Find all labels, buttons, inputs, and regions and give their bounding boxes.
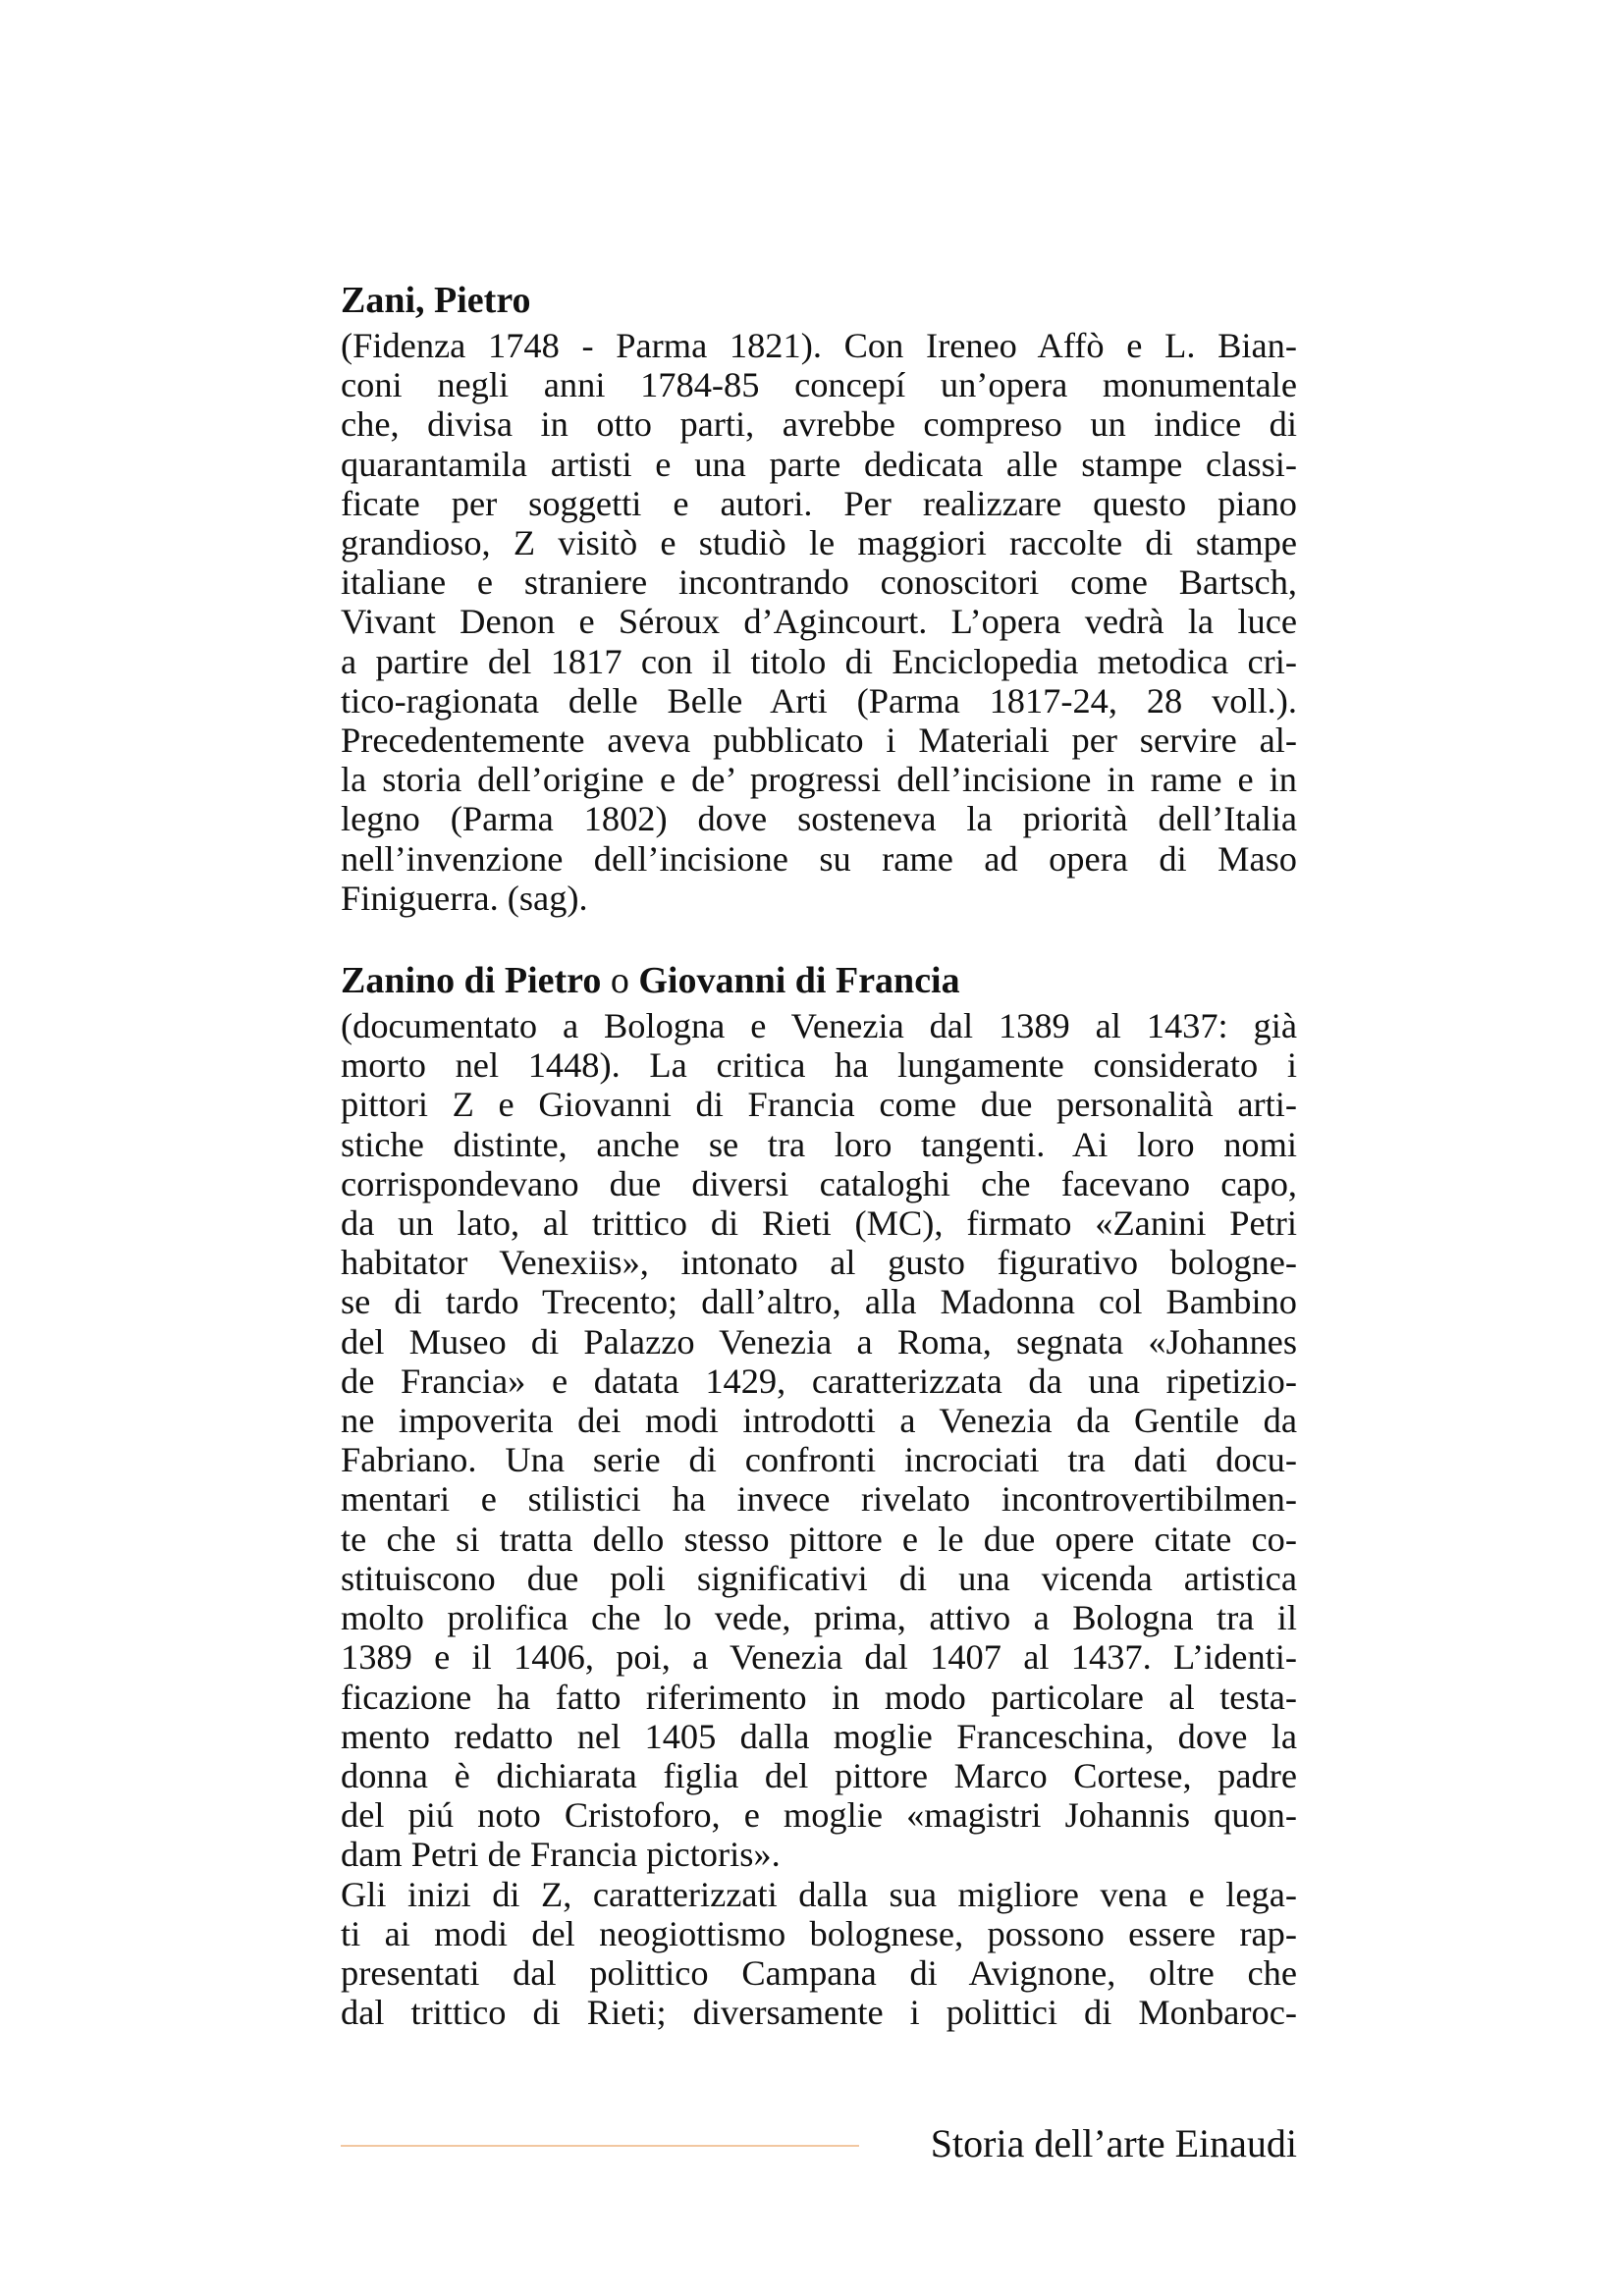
entry-body <box>341 1006 1297 2032</box>
footer-rule <box>341 2145 859 2147</box>
text-line: dal trittico di Rieti; diversamente i polittici di Monbaroc- <box>341 1993 1297 2033</box>
entry-spacer <box>341 918 1297 955</box>
text-line: se di tardo Trecento; dall’altro, alla Madonna col Bambino <box>341 1282 1297 1322</box>
text-line: da un lato, al trittico di Rieti (MC), firmato «Zanini Petri <box>341 1203 1297 1244</box>
footer-title: Storia dell’arte Einaudi <box>930 2121 1297 2165</box>
text-line: ne impoverita dei modi introdotti a Venezia da Gentile da <box>341 1401 1297 1441</box>
text-line: a partire del 1817 con il titolo di Enciclopedia metodica cri- <box>341 641 1297 681</box>
entry-zanino-di-pietro <box>341 955 1297 2032</box>
text-line: italiane e straniere incontrando conoscitori come Bartsch, <box>341 562 1297 603</box>
text-line: te che si tratta dello stesso pittore e le due opere citate co- <box>341 1519 1297 1559</box>
text-line: mentari e stilistici ha invece rivelato incontrovertibilmen- <box>341 1479 1297 1520</box>
page-text <box>341 275 1297 2032</box>
text-line: Gli inizi di Z, caratterizzati dalla sua migliore vena e lega- <box>341 1874 1297 1914</box>
text-line: mento redatto nel 1405 dalla moglie Franceschina, dove la <box>341 1716 1297 1756</box>
text-line: tico-ragionata delle Belle Arti (Parma 1817-24, 28 voll.). <box>341 680 1297 721</box>
text-line: del Museo di Palazzo Venezia a Roma, segnata «Johannes <box>341 1321 1297 1362</box>
text-line: habitator Venexiis», intonato al gusto figurativo bologne- <box>341 1243 1297 1283</box>
text-line: (Fidenza 1748 - Parma 1821). Con Ireneo Affò e L. Bian- <box>341 326 1297 365</box>
text-line: quarantamila artisti e una parte dedicata alle stampe classi- <box>341 444 1297 484</box>
text-line: (documentato a Bologna e Venezia dal 1389 al 1437: già <box>341 1006 1297 1046</box>
text-line: 1389 e il 1406, poi, a Venezia dal 1407 al 1437. L’identi- <box>341 1637 1297 1678</box>
text-line: de Francia» e datata 1429, caratterizzata da una ripetizio- <box>341 1361 1297 1401</box>
text-line: Fabriano. Una serie di confronti incrociati tra dati docu- <box>341 1440 1297 1480</box>
text-line: molto prolifica che lo vede, prima, attivo a Bologna tra il <box>341 1598 1297 1638</box>
text-line: del piú noto Cristoforo, e moglie «magistri Johannis quon- <box>341 1795 1297 1836</box>
text-line: che, divisa in otto parti, avrebbe compreso un indice di <box>341 404 1297 445</box>
text-line: Precedentemente aveva pubblicato i Materiali per servire al- <box>341 721 1297 761</box>
text-line: nell’invenzione dell’incisione su rame ad opera di Maso <box>341 838 1297 879</box>
text-line: la storia dell’origine e de’ progressi dell’incisione in rame e in <box>341 760 1297 800</box>
entry-heading: Zani, Pietro <box>341 280 531 321</box>
text-line: coni negli anni 1784-85 concepí un’opera monumentale <box>341 365 1297 405</box>
text-line: stiche distinte, anche se tra loro tangenti. Ai loro nomi <box>341 1124 1297 1164</box>
text-line: Finiguerra. (sag). <box>341 878 588 918</box>
heading-name-a: Zanino di Pietro <box>341 960 602 1002</box>
text-line: donna è dichiarata figlia del pittore Marco Cortese, padre <box>341 1755 1297 1795</box>
text-line: pittori Z e Giovanni di Francia come due personalità arti- <box>341 1085 1297 1125</box>
heading-name-b: Giovanni di Francia <box>638 960 960 1002</box>
text-line: ficate per soggetti e autori. Per realizzare questo piano <box>341 483 1297 523</box>
text-line: corrispondevano due diversi cataloghi che facevano capo, <box>341 1163 1297 1203</box>
text-line: presentati dal polittico Campana di Avignone, oltre che <box>341 1952 1297 1993</box>
entry-zani-pietro <box>341 275 1297 918</box>
text-line: grandioso, Z visitò e studiò le maggiori raccolte di stampe <box>341 523 1297 563</box>
text-line: stituiscono due poli significativi di una vicenda artistica <box>341 1558 1297 1598</box>
text-line: legno (Parma 1802) dove sosteneva la priorità dell’Italia <box>341 799 1297 839</box>
text-line: ti ai modi del neogiottismo bolognese, possono essere rap- <box>341 1913 1297 1953</box>
entry-heading <box>341 955 1297 1006</box>
heading-conjunction: o <box>610 960 629 1002</box>
entry-body <box>341 326 1297 918</box>
text-line: dam Petri de Francia pictoris». <box>341 1835 781 1875</box>
text-line: ficazione ha fatto riferimento in modo particolare al testa- <box>341 1677 1297 1717</box>
text-line: morto nel 1448). La critica ha lungamente considerato i <box>341 1045 1297 1086</box>
text-line: Vivant Denon e Séroux d’Agincourt. L’opera vedrà la luce <box>341 602 1297 642</box>
